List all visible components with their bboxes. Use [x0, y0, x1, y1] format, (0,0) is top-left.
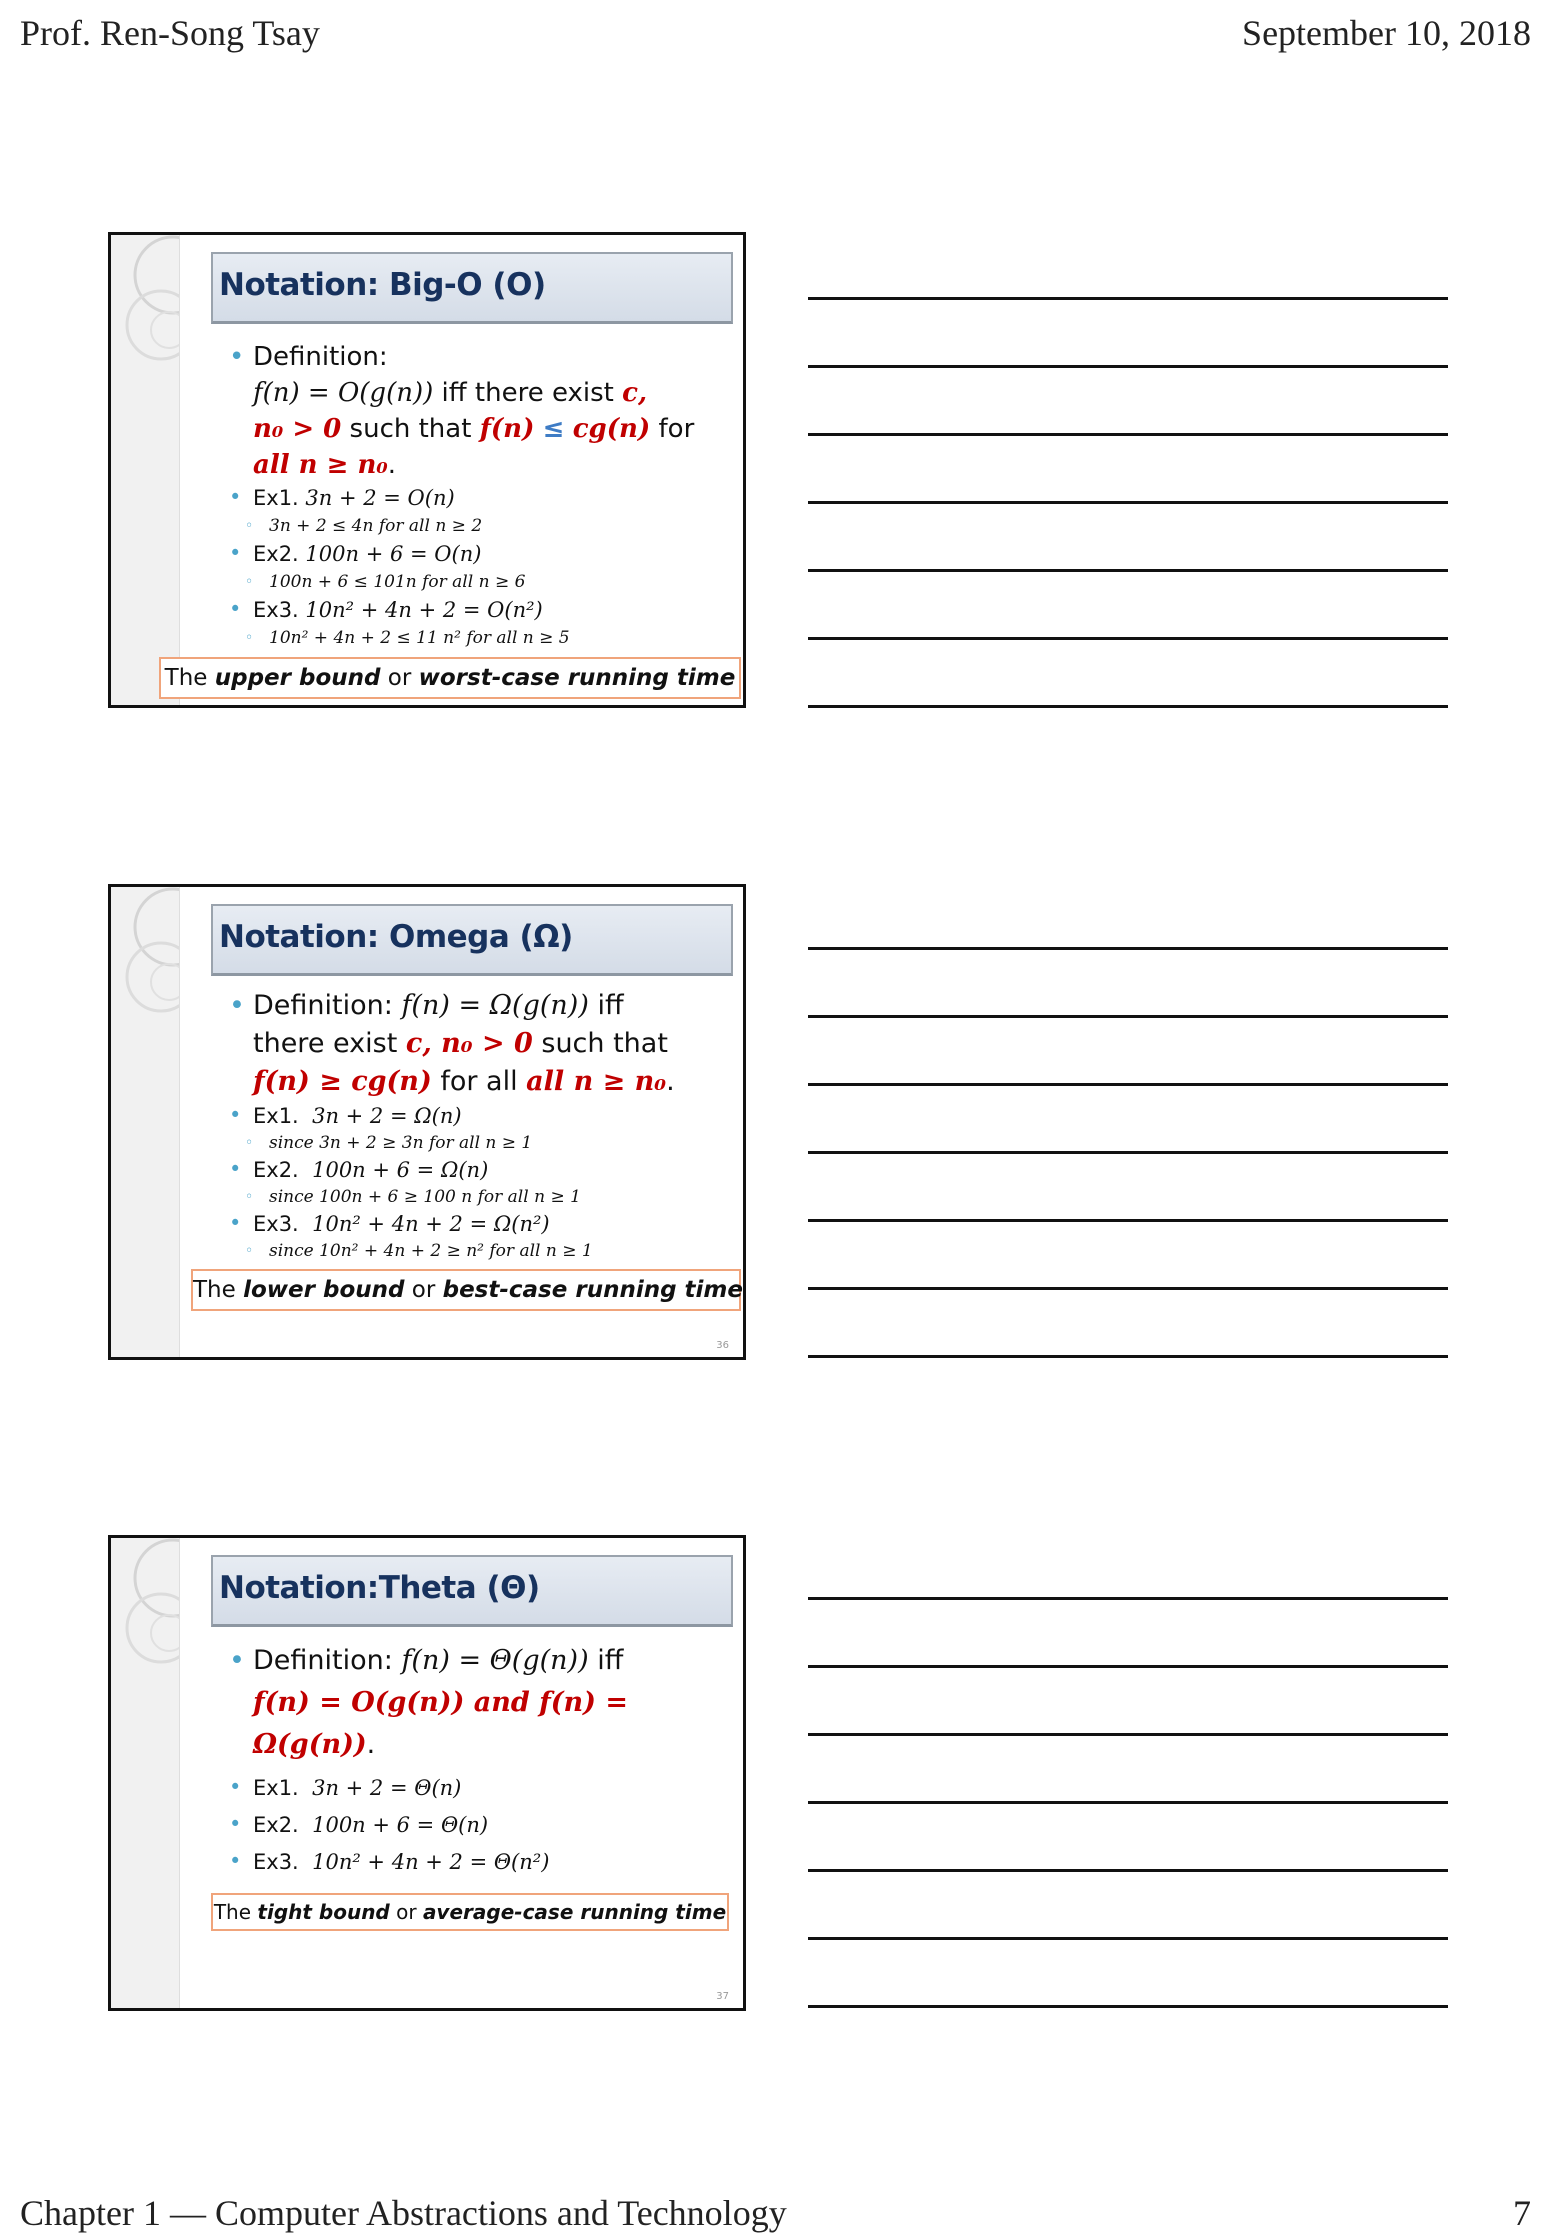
definition [229, 339, 731, 483]
note-line [808, 297, 1448, 300]
example [229, 1844, 731, 1881]
def-constant: c, [622, 378, 648, 408]
def-formula: f(n) = Θ(g(n)) [401, 1645, 589, 1676]
example-expr: 10n² + 4n + 2 = Θ(n²) [312, 1850, 550, 1874]
note-line [808, 947, 1448, 950]
slide-title-bar [211, 252, 733, 324]
example-detail-text: since 10n² + 4n + 2 ≥ n² for all n ≥ 1 [269, 1241, 593, 1261]
example [229, 483, 731, 513]
def-condition: Ω(g(n)) [253, 1729, 367, 1760]
example-expr: 3n + 2 = Θ(n) [312, 1776, 462, 1800]
example [229, 1807, 731, 1844]
note-emphasis: tight bound [257, 1900, 390, 1924]
bound-note [191, 1269, 741, 1311]
example [229, 1209, 731, 1239]
def-period: . [366, 1729, 376, 1760]
def-text: for [658, 414, 695, 444]
note-line [808, 1937, 1448, 1940]
slide-title: Notation: Omega (Ω) [219, 919, 573, 955]
example [229, 1155, 731, 1185]
note-line [808, 1597, 1448, 1600]
bullet-icon: • [229, 1157, 242, 1181]
slide-body [229, 987, 731, 1263]
example-detail: ◦ since 100n + 6 ≥ 100 n for all n ≥ 1 [245, 1187, 581, 1207]
swirl-decoration-icon [111, 235, 179, 435]
example-expr: 10n² + 4n + 2 = O(n²) [305, 598, 543, 622]
note-line [808, 705, 1448, 708]
example-expr: 3n + 2 = Ω(n) [312, 1104, 462, 1128]
def-constant: c, n₀ > 0 [405, 1028, 533, 1059]
note-line [808, 365, 1448, 368]
note-text: The [213, 1900, 258, 1924]
example-detail-text: since 100n + 6 ≥ 100 n for all n ≥ 1 [269, 1187, 581, 1207]
def-n0: n₀ > 0 [253, 414, 342, 444]
note-text: The [193, 1277, 244, 1303]
bullet-icon: • [229, 1812, 242, 1836]
swirl-decoration-icon [111, 887, 179, 1087]
example-detail: ◦ 3n + 2 ≤ 4n for all n ≥ 2 [245, 516, 483, 536]
example-expr: 100n + 6 = Ω(n) [312, 1158, 489, 1182]
bullet-icon: • [229, 990, 245, 1021]
def-text: for all [440, 1066, 518, 1097]
note-line [808, 1015, 1448, 1018]
example-detail: ◦ 100n + 6 ≤ 101n for all n ≥ 6 [245, 572, 526, 592]
footer-chapter: Chapter 1 — Computer Abstractions and Technology [20, 2193, 787, 2233]
example-expr: 10n² + 4n + 2 = Ω(n²) [312, 1212, 550, 1236]
note-emphasis: best-case running time [442, 1277, 743, 1303]
bullet-icon: • [229, 342, 245, 372]
footer-page-number: 7 [1513, 2193, 1531, 2233]
def-formula: f(n) = O(g(n)) [253, 378, 434, 408]
example-detail-text: since 3n + 2 ≥ 3n for all n ≥ 1 [269, 1133, 533, 1153]
def-text: iff [597, 1645, 624, 1676]
def-formula: f(n) = Ω(g(n)) [401, 990, 589, 1021]
example-label: Ex3. [253, 1850, 299, 1874]
note-line [808, 569, 1448, 572]
example-expr: 100n + 6 = O(n) [305, 542, 482, 566]
example [229, 1770, 731, 1807]
example [229, 1101, 731, 1131]
example [229, 595, 731, 625]
bullet-icon: • [229, 597, 242, 621]
note-line [808, 1801, 1448, 1804]
definition-label: Definition: [253, 1645, 393, 1676]
note-line [808, 501, 1448, 504]
note-line [808, 2005, 1448, 2008]
example-detail: ◦ since 10n² + 4n + 2 ≥ n² for all n ≥ 1 [245, 1241, 593, 1261]
note-line [808, 1355, 1448, 1358]
note-emphasis: worst-case running time [418, 665, 736, 691]
def-fn: f(n) [479, 414, 535, 444]
def-text: such that [541, 1028, 668, 1059]
bullet-icon: • [229, 485, 242, 509]
slide-number: 36 [716, 1340, 729, 1351]
note-emphasis: upper bound [214, 665, 381, 691]
example-label: Ex1. [253, 1104, 299, 1128]
def-period: . [387, 450, 397, 480]
example-label: Ex2. [253, 1813, 299, 1837]
note-line [808, 433, 1448, 436]
note-text: or [380, 665, 419, 691]
bullet-icon: • [229, 1645, 245, 1676]
note-line [808, 1219, 1448, 1222]
slide-decoration [111, 887, 180, 1357]
header-date: September 10, 2018 [1242, 13, 1531, 53]
slide-body [229, 1640, 731, 1881]
definition [229, 987, 731, 1101]
example-expr: 100n + 6 = Θ(n) [312, 1813, 489, 1837]
example-detail-text: 10n² + 4n + 2 ≤ 11 n² for all n ≥ 5 [269, 628, 570, 648]
definition-label: Definition: [253, 990, 393, 1021]
bullet-icon: • [229, 541, 242, 565]
note-line [808, 637, 1448, 640]
bullet-icon: • [229, 1775, 242, 1799]
example [229, 539, 731, 569]
example-detail: ◦ 10n² + 4n + 2 ≤ 11 n² for all n ≥ 5 [245, 628, 570, 648]
def-period: . [666, 1066, 675, 1097]
note-line [808, 1151, 1448, 1154]
slide-decoration [111, 235, 180, 705]
slide-title-bar [211, 904, 733, 976]
note-line [808, 1869, 1448, 1872]
header-author: Prof. Ren-Song Tsay [20, 13, 320, 53]
def-cgn: cg(n) [572, 414, 651, 444]
bullet-icon: • [229, 1211, 242, 1235]
bullet-icon: • [229, 1849, 242, 1873]
bound-note [159, 657, 741, 699]
note-emphasis: lower bound [243, 1277, 405, 1303]
example-label: Ex2. [253, 542, 299, 566]
slide-title: Notation:Theta (Θ) [219, 1570, 540, 1606]
def-text: such that [349, 414, 472, 444]
bullet-icon: • [229, 1103, 242, 1127]
example-detail: ◦ since 3n + 2 ≥ 3n for all n ≥ 1 [245, 1133, 533, 1153]
definition [229, 1640, 731, 1766]
example-expr: 3n + 2 = O(n) [305, 486, 455, 510]
slide-theta [108, 1535, 746, 2011]
example-label: Ex1. [253, 486, 299, 510]
note-text: or [404, 1277, 443, 1303]
def-inequality: f(n) ≥ cg(n) [253, 1066, 432, 1097]
example-label: Ex3. [253, 1212, 299, 1236]
example-label: Ex1. [253, 1776, 299, 1800]
slide-omega [108, 884, 746, 1360]
example-label: Ex2. [253, 1158, 299, 1182]
def-text: iff [597, 990, 624, 1021]
example-detail-text: 100n + 6 ≤ 101n for all n ≥ 6 [269, 572, 526, 592]
note-emphasis: average-case running time [422, 1900, 727, 1924]
slide-decoration [111, 1538, 180, 2008]
def-condition: f(n) = O(g(n)) and f(n) = [253, 1687, 628, 1718]
note-line [808, 1665, 1448, 1668]
example-label: Ex3. [253, 598, 299, 622]
swirl-decoration-icon [111, 1538, 179, 1738]
example-detail-text: 3n + 2 ≤ 4n for all n ≥ 2 [269, 516, 483, 536]
note-line [808, 1083, 1448, 1086]
def-text: there exist [253, 1028, 398, 1059]
def-condition: all n ≥ n₀ [526, 1066, 667, 1097]
note-line [808, 1733, 1448, 1736]
slide-title-bar [211, 1555, 733, 1627]
note-text: or [389, 1900, 423, 1924]
def-condition: all n ≥ n₀ [253, 450, 388, 480]
slide-number: 37 [716, 1991, 729, 2002]
note-text: The [164, 665, 215, 691]
slide-body [229, 339, 731, 651]
note-line [808, 1287, 1448, 1290]
slide-title: Notation: Big-O (O) [219, 267, 546, 303]
slide-big-o [108, 232, 746, 708]
bound-note [211, 1893, 729, 1931]
def-text: iff there exist [441, 378, 614, 408]
def-leq: ≤ [542, 414, 565, 444]
definition-label: Definition: [253, 342, 388, 372]
